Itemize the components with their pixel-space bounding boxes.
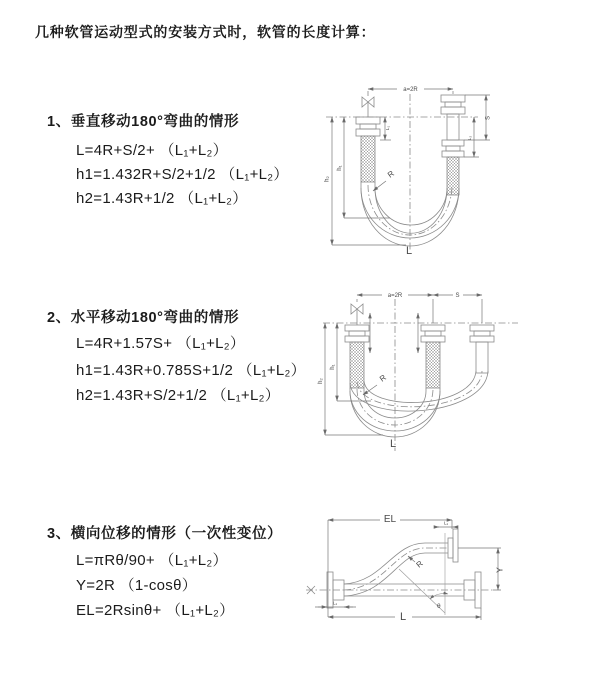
middle-hose-fitting: [421, 325, 445, 388]
label-length-l: L: [399, 611, 407, 623]
section-3-formula-y: Y=2R （1-cosθ）: [76, 577, 198, 594]
valve-icon: [351, 304, 363, 325]
label-length-l: L: [389, 438, 397, 450]
label-el: EL: [383, 514, 397, 525]
section-3-formula-l: L=πRθ/90+ （L₁+L₂）: [76, 552, 228, 569]
diagram-vertical-180-bend: [318, 78, 568, 258]
dim-label-l1: L₁: [386, 125, 391, 131]
dim-label-l2: L₂: [468, 135, 473, 141]
dim-label-s: S: [455, 293, 460, 299]
dim-label-l1-top: L₁: [443, 521, 449, 527]
dim-label-h2: h₂: [318, 378, 324, 384]
dimension-lines: [332, 89, 490, 245]
section-2-formula-l: L=4R+1.57S+ （L₁+L₂）: [76, 335, 246, 352]
section-3-formula-el: EL=2Rsinθ+ （L₁+L₂）: [76, 602, 235, 619]
raised-flange-fitting: [448, 529, 458, 562]
valve-icon: [362, 97, 374, 117]
section-1-formula-l: L=4R+S/2+ （L₁+L₂）: [76, 142, 228, 159]
section-1-heading: 1、垂直移动180°弯曲的情形: [47, 114, 240, 130]
diagram-lateral-displacement: [298, 505, 598, 647]
label-radius-r: R: [377, 372, 388, 384]
dim-label-l1-bottom: L₁: [332, 601, 338, 607]
label-length-l: L: [405, 245, 413, 257]
diagram-horizontal-180-bend: [313, 283, 598, 458]
section-1-formula-h1: h1=1.432R+S/2+1/2 （L₁+L₂）: [76, 166, 289, 183]
label-offset-y: Y: [494, 567, 505, 573]
dim-label-h1: h₁: [337, 165, 343, 171]
section-2-formula-h1: h1=1.43R+0.785S+1/2 （L₁+L₂）: [76, 362, 306, 379]
section-1-formula-h2: h2=1.43R+1/2 （L₁+L₂）: [76, 190, 248, 207]
section-2-heading: 2、水平移动180°弯曲的情形: [47, 310, 240, 326]
label-radius-r: R: [414, 558, 425, 570]
dim-label-a2r: a=2R: [403, 87, 418, 93]
label-radius-r: R: [385, 168, 396, 180]
hose-moved-position: [350, 371, 488, 411]
radius-leader-line: [363, 385, 377, 395]
right-hose-fitting: [441, 95, 465, 195]
dim-label-s: S: [485, 115, 492, 121]
label-angle-theta: θ: [437, 603, 441, 610]
moved-hose-fitting: [470, 325, 494, 373]
dimension-lines: [315, 520, 501, 620]
left-hose-fitting: [345, 325, 369, 388]
section-2-formula-h2: h2=1.43R+S/2+1/2 （L₁+L₂）: [76, 387, 281, 404]
page-title: 几种软管运动型式的安装方式时，软管的长度计算：: [35, 24, 376, 40]
dimension-lines: [325, 295, 482, 435]
dim-label-h1: h₁: [330, 364, 336, 370]
displaced-hose-s-curve: [344, 543, 448, 596]
dim-label-h2: h₂: [324, 176, 331, 182]
dim-label-a2r: a=2R: [387, 293, 403, 299]
left-hose-fitting: [356, 117, 380, 182]
section-3-heading: 3、横向位移的情形（一次性变位）: [47, 526, 283, 542]
angle-construction-lines: [399, 533, 448, 615]
